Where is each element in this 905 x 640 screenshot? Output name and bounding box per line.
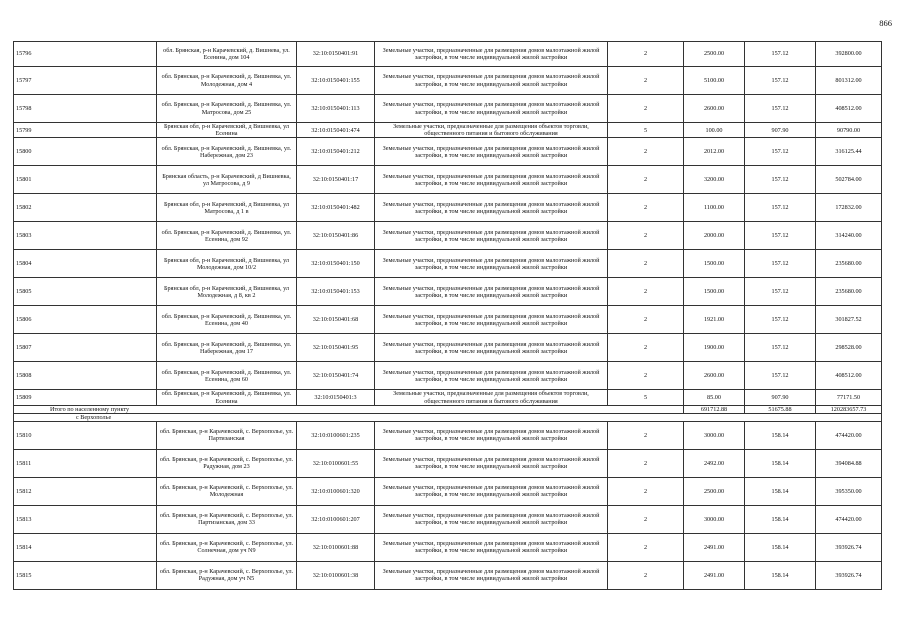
row-area: 85.00 [684,390,745,405]
row-area: 2012.00 [684,138,745,166]
row-value: 502784.00 [816,166,882,194]
row-rate: 157.12 [745,194,816,222]
row-value: 172832.00 [816,194,882,222]
land-registry-table [13,41,882,590]
row-area: 1500.00 [684,278,745,306]
row-rate: 158.14 [745,533,816,561]
row-category: 2 [608,67,684,95]
row-number: 15797 [14,67,157,95]
row-rate: 157.12 [745,278,816,306]
row-rate: 158.14 [745,505,816,533]
row-address: Брянская обл, р-н Карачевский, д Вишневка, ул Матросова, д 1 в [157,194,297,222]
table-row [14,194,882,222]
row-area: 2600.00 [684,362,745,390]
total-value: 120283657.73 [816,405,882,413]
row-value: 235680.00 [816,278,882,306]
row-category: 2 [608,362,684,390]
row-address: обл. Брянская, р-н Карачевский, с. Верхополье, ул. Солнечная, дом уч N9 [157,533,297,561]
row-category: 2 [608,306,684,334]
row-area: 1100.00 [684,194,745,222]
row-address: Брянская область, р-н Карачевский, д Вишневка, ул Матросова, д 9 [157,166,297,194]
row-number: 15809 [14,390,157,405]
row-rate: 907.90 [745,390,816,405]
row-value: 314240.00 [816,222,882,250]
row-rate: 157.12 [745,138,816,166]
settlement-header-row [14,413,882,421]
row-cadastral-number: 32:10:0150401:17 [297,166,375,194]
settlement-name: с Верхополье [14,413,882,421]
row-cadastral-number: 32:10:0150401:74 [297,362,375,390]
row-cadastral-number: 32:10:0100601:235 [297,421,375,449]
page-number: 866 [879,18,892,28]
row-number: 15798 [14,95,157,123]
row-category: 5 [608,390,684,405]
row-value: 394084.88 [816,449,882,477]
row-rate: 158.14 [745,421,816,449]
row-category: 2 [608,421,684,449]
table-row [14,250,882,278]
row-address: обл. Брянская, р-н Карачевский, д. Вишневка, ул. Набережная, дом 23 [157,138,297,166]
row-rate: 157.12 [745,334,816,362]
row-land-use: Земельные участки, предназначенные для размещения домов малоэтажной жилой застройки, в том числе индивидуальной жилой застройки [375,449,608,477]
row-address: обл. Брянская, р-н Карачевский, д. Вишневка, ул. Набережная, дом 17 [157,334,297,362]
row-cadastral-number: 32:10:0150401:95 [297,334,375,362]
row-area: 2500.00 [684,42,745,67]
row-number: 15813 [14,505,157,533]
row-area: 3000.00 [684,421,745,449]
row-value: 393926.74 [816,533,882,561]
row-cadastral-number: 32:10:0100601:320 [297,477,375,505]
row-category: 2 [608,250,684,278]
table-row [14,138,882,166]
row-address: обл. Брянская, р-н Карачевский, с. Верхополье, ул. Радужная, дом уч N5 [157,561,297,589]
row-number: 15800 [14,138,157,166]
row-address: обл. Брянская, р-н Карачевский, с. Верхополье, ул. Молодежная [157,477,297,505]
row-cadastral-number: 32:10:0150401:474 [297,123,375,138]
row-land-use: Земельные участки, предназначенные для размещения домов малоэтажной жилой застройки, в том числе индивидуальной жилой застройки [375,95,608,123]
row-land-use: Земельные участки, предназначенные для размещения домов малоэтажной жилой застройки, в том числе индивидуальной жилой застройки [375,278,608,306]
row-rate: 157.12 [745,362,816,390]
row-cadastral-number: 32:10:0150401:113 [297,95,375,123]
row-area: 5100.00 [684,67,745,95]
row-value: 301827.52 [816,306,882,334]
row-value: 316125.44 [816,138,882,166]
row-number: 15808 [14,362,157,390]
row-category: 2 [608,194,684,222]
row-address: обл. Брянская, р-н Карачевский, д. Вишневка, ул. Есенина, дом 60 [157,362,297,390]
row-value: 408512.00 [816,362,882,390]
row-area: 100.00 [684,123,745,138]
row-land-use: Земельные участки, предназначенные для размещения домов малоэтажной жилой застройки, в том числе индивидуальной жилой застройки [375,421,608,449]
row-number: 15815 [14,561,157,589]
row-address: обл. Брянская, р-н Карачевский, с. Верхополье, ул. Партизанская [157,421,297,449]
row-value: 474420.00 [816,505,882,533]
table-row [14,306,882,334]
table-row [14,449,882,477]
row-value: 474420.00 [816,421,882,449]
row-value: 235680.00 [816,250,882,278]
row-rate: 158.14 [745,561,816,589]
row-value: 395350.00 [816,477,882,505]
table-row [14,533,882,561]
table-row [14,278,882,306]
row-rate: 158.14 [745,449,816,477]
row-cadastral-number: 32:10:0150401:3 [297,390,375,405]
row-area: 1921.00 [684,306,745,334]
row-cadastral-number: 32:10:0100601:207 [297,505,375,533]
table-row [14,421,882,449]
row-land-use: Земельные участки, предназначенные для размещения объектов торговли, общественного питания и бытового обслуживания [375,390,608,405]
table-row [14,123,882,138]
row-number: 15806 [14,306,157,334]
row-value: 801312.00 [816,67,882,95]
row-category: 2 [608,138,684,166]
row-cadastral-number: 32:10:0150401:155 [297,67,375,95]
row-area: 1500.00 [684,250,745,278]
row-category: 5 [608,123,684,138]
row-number: 15805 [14,278,157,306]
table-row [14,390,882,405]
row-category: 2 [608,95,684,123]
settlement-total-row [14,405,882,413]
row-number: 15812 [14,477,157,505]
table-row [14,67,882,95]
row-area: 2600.00 [684,95,745,123]
row-address: обл. Брянская, р-н Карачевский, д. Вишневка, ул. Есенина [157,390,297,405]
row-cadastral-number: 32:10:0100601:88 [297,533,375,561]
row-land-use: Земельные участки, предназначенные для размещения домов малоэтажной жилой застройки, в том числе индивидуальной жилой застройки [375,306,608,334]
row-number: 15799 [14,123,157,138]
row-number: 15796 [14,42,157,67]
row-rate: 157.12 [745,67,816,95]
row-value: 298528.00 [816,334,882,362]
row-land-use: Земельные участки, предназначенные для размещения домов малоэтажной жилой застройки, в том числе индивидуальной жилой застройки [375,166,608,194]
row-value: 408512.00 [816,95,882,123]
row-cadastral-number: 32:10:0150401:91 [297,42,375,67]
row-land-use: Земельные участки, предназначенные для размещения домов малоэтажной жилой застройки, в том числе индивидуальной жилой застройки [375,533,608,561]
row-address: Брянская обл, р-н Карачевский, д Вишневка, ул Молодежная, д 8, кв 2 [157,278,297,306]
row-address: обл. Брянская, р-н Карачевский, д. Вишневка, ул. Матросова, дом 25 [157,95,297,123]
row-number: 15811 [14,449,157,477]
row-rate: 157.12 [745,250,816,278]
row-address: обл. Брянская, р-н Карачевский, с. Верхополье, ул. Радужная, дом 23 [157,449,297,477]
row-category: 2 [608,334,684,362]
row-category: 2 [608,477,684,505]
row-rate: 157.12 [745,306,816,334]
row-category: 2 [608,505,684,533]
total-rate: 51675.88 [745,405,816,413]
row-land-use: Земельные участки, предназначенные для размещения домов малоэтажной жилой застройки, в том числе индивидуальной жилой застройки [375,194,608,222]
table-row [14,95,882,123]
table-row [14,42,882,67]
row-area: 2491.00 [684,561,745,589]
row-address: обл. Брянская, р-н Карачевский, д. Вишнева, ул. Есенина, дом 104 [157,42,297,67]
row-category: 2 [608,278,684,306]
row-land-use: Земельные участки, предназначенные для размещения домов малоэтажной жилой застройки, в том числе индивидуальной жилой застройки [375,138,608,166]
row-number: 15810 [14,421,157,449]
row-land-use: Земельные участки, предназначенные для размещения домов малоэтажной жилой застройки, в том числе индивидуальной жилой застройки [375,477,608,505]
row-rate: 158.14 [745,477,816,505]
table-row [14,362,882,390]
row-number: 15802 [14,194,157,222]
row-category: 2 [608,533,684,561]
row-cadastral-number: 32:10:0150401:68 [297,306,375,334]
row-address: обл. Брянская, р-н Карачевский, д. Вишневка, ул. Есенина, дом 40 [157,306,297,334]
row-value: 90790.00 [816,123,882,138]
row-number: 15801 [14,166,157,194]
table-row [14,561,882,589]
row-cadastral-number: 32:10:0150401:212 [297,138,375,166]
row-land-use: Земельные участки, предназначенные для размещения домов малоэтажной жилой застройки, в том числе индивидуальной жилой застройки [375,250,608,278]
row-category: 2 [608,166,684,194]
row-address: Брянская обл, р-н Карачевский, д Вишневка, ул Молодежная, дом 10/2 [157,250,297,278]
table-row [14,505,882,533]
row-land-use: Земельные участки, предназначенные для размещения домов малоэтажной жилой застройки, в том числе индивидуальной жилой застройки [375,561,608,589]
row-category: 2 [608,561,684,589]
row-rate: 157.12 [745,42,816,67]
row-number: 15804 [14,250,157,278]
row-category: 2 [608,222,684,250]
row-address: обл. Брянская, р-н Карачевский, с. Верхополье, ул. Партизанская, дом 33 [157,505,297,533]
table-row [14,166,882,194]
row-rate: 157.12 [745,222,816,250]
row-category: 2 [608,449,684,477]
table-row [14,222,882,250]
row-rate: 157.12 [745,95,816,123]
row-land-use: Земельные участки, предназначенные для размещения домов малоэтажной жилой застройки, в том числе индивидуальной жилой застройки [375,67,608,95]
row-area: 2491.00 [684,533,745,561]
row-value: 392800.00 [816,42,882,67]
row-cadastral-number: 32:10:0100601:55 [297,449,375,477]
row-value: 393926.74 [816,561,882,589]
row-area: 1900.00 [684,334,745,362]
row-rate: 157.12 [745,166,816,194]
row-area: 2492.00 [684,449,745,477]
row-address: обл. Брянская, р-н Карачевский, д. Вишневка, ул. Молодежная, дом 4 [157,67,297,95]
row-land-use: Земельные участки, предназначенные для размещения домов малоэтажной жилой застройки, в том числе индивидуальной жилой застройки [375,334,608,362]
total-label: Итого по населенному пункту [14,405,684,413]
row-rate: 907.90 [745,123,816,138]
row-cadastral-number: 32:10:0100601:38 [297,561,375,589]
row-land-use: Земельные участки, предназначенные для размещения домов малоэтажной жилой застройки, в том числе индивидуальной жилой застройки [375,362,608,390]
row-area: 2000.00 [684,222,745,250]
row-land-use: Земельные участки, предназначенные для размещения домов малоэтажной жилой застройки, в том числе индивидуальной жилой застройки [375,222,608,250]
row-cadastral-number: 32:10:0150401:482 [297,194,375,222]
total-area: 691712.88 [684,405,745,413]
row-number: 15807 [14,334,157,362]
table-row [14,477,882,505]
row-area: 3200.00 [684,166,745,194]
row-category: 2 [608,42,684,67]
row-land-use: Земельные участки, предназначенные для размещения объектов торговли, общественного питания и бытового обслуживания [375,123,608,138]
row-address: Брянская обл, р-н Карачевский, д Вишневка, ул Есенина [157,123,297,138]
row-area: 2500.00 [684,477,745,505]
row-land-use: Земельные участки, предназначенные для размещения домов малоэтажной жилой застройки, в том числе индивидуальной жилой застройки [375,42,608,67]
row-cadastral-number: 32:10:0150401:153 [297,278,375,306]
row-land-use: Земельные участки, предназначенные для размещения домов малоэтажной жилой застройки, в том числе индивидуальной жилой застройки [375,505,608,533]
row-address: обл. Брянская, р-н Карачевский, д. Вишневка, ул. Есенина, дом 92 [157,222,297,250]
row-cadastral-number: 32:10:0150401:150 [297,250,375,278]
table-row [14,334,882,362]
row-value: 77171.50 [816,390,882,405]
row-cadastral-number: 32:10:0150401:86 [297,222,375,250]
row-number: 15814 [14,533,157,561]
row-area: 3000.00 [684,505,745,533]
row-number: 15803 [14,222,157,250]
